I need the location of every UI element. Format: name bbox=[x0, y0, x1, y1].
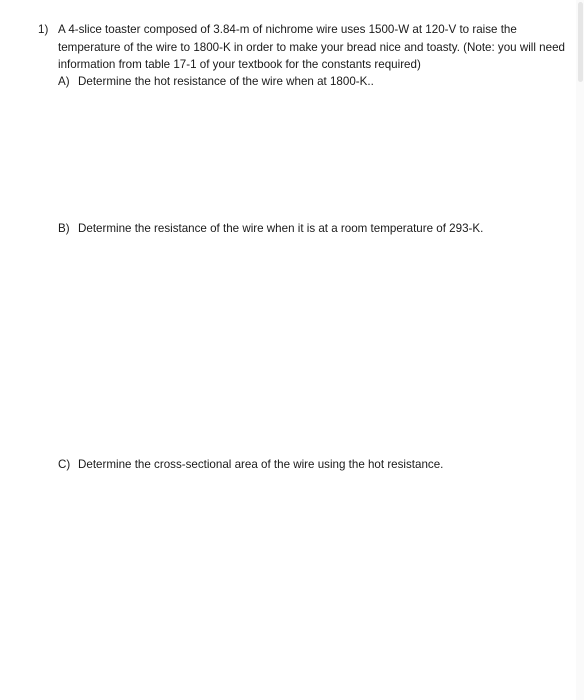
part-b-label: B) bbox=[58, 222, 70, 235]
part-c-text: Determine the cross-sectional area of the wire using the hot resistance. bbox=[78, 458, 444, 471]
question-text: A 4-slice toaster composed of 3.84-m of nichrome wire uses 1500-W at 120-V to raise the temperature of the wire to 1800-K in order to make your bread nice and toasty. (Note: you will need information from table 17-1 of your textbook for the constants required) bbox=[58, 23, 565, 71]
part-a-text: Determine the hot resistance of the wire when at 1800-K.. bbox=[78, 75, 374, 88]
part-a-label: A) bbox=[58, 75, 70, 88]
question-1 bbox=[38, 21, 570, 74]
scrollbar[interactable] bbox=[576, 0, 584, 700]
scrollbar-thumb[interactable] bbox=[578, 2, 583, 82]
part-a bbox=[58, 73, 568, 91]
part-c-label: C) bbox=[58, 458, 71, 471]
question-number: 1) bbox=[38, 23, 49, 36]
part-b bbox=[58, 220, 568, 238]
part-b-text: Determine the resistance of the wire when it is at a room temperature of 293-K. bbox=[78, 222, 484, 235]
part-c bbox=[58, 456, 568, 474]
